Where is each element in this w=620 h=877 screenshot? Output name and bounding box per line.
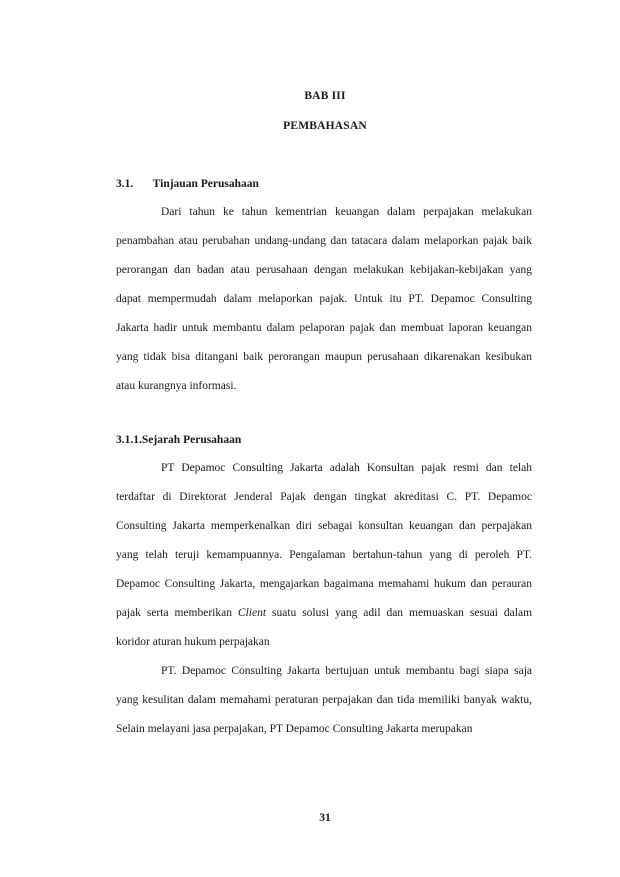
page-number: 31 (319, 812, 331, 824)
section-heading-tinjauan (116, 178, 259, 190)
subsection-title: Sejarah Perusahaan (141, 434, 242, 446)
subsection-number: 3.1.1. (116, 434, 142, 446)
chapter-number: BAB III (304, 90, 346, 102)
section-number: 3.1. (116, 178, 134, 190)
paragraph-tinjauan: Dari tahun ke tahun kementrian keuangan dalam perpajakan melakukan penambahan atau perubahan undang-undang dan tatacara dalam melaporkan pajak baik perorangan dan badan atau perusahaan dengan melakukan kebijakan-kebijakan yang dapat mempermudah dalam melaporkan pajak. Untuk itu PT. Depamoc Consulting Jakarta hadir untuk membantu dalam pelaporan pajak dan membuat laporan keuangan yang tidak bisa ditangani baik perorangan maupun perusahaan dikarenakan kesibukan atau kurangnya informasi. (116, 206, 532, 392)
paragraph-sejarah-1 (116, 454, 532, 657)
paragraph-sejarah-2: PT. Depamoc Consulting Jakarta bertujuan untuk membantu bagi siapa saja yang kesulitan dalam memahami peraturan perpajakan dan tida memiliki banyak waktu, Selain melayani jasa perpajakan, PT Depamoc Consulting Jakarta merupakan (116, 665, 532, 735)
section-heading-sejarah (116, 434, 241, 446)
chapter-title: PEMBAHASAN (283, 120, 367, 132)
paragraph-text-part: PT Depamoc Consulting Jakarta adalah Konsultan pajak resmi dan telah terdaftar di Direktorat Jenderal Pajak dengan tingkat akreditasi C. PT. Depamoc Consulting Jakarta memperkenalkan diri sebagai konsultan keuangan dan perpajakan yang telah teruji kemampuannya. Pengalaman bertahun-tahun yang di peroleh PT. Depamoc Consulting Jakarta, mengajarkan bagaimana memahami hukum dan perauran pajak serta memberikan (116, 462, 532, 619)
paragraph-text-part: suatu solusi yang adil dan memuaskan sesuai dalam koridor aturan hukum perpajakan (116, 607, 533, 648)
italic-term-client: Client (237, 607, 267, 619)
section-title: Tinjauan Perusahaan (152, 178, 259, 190)
